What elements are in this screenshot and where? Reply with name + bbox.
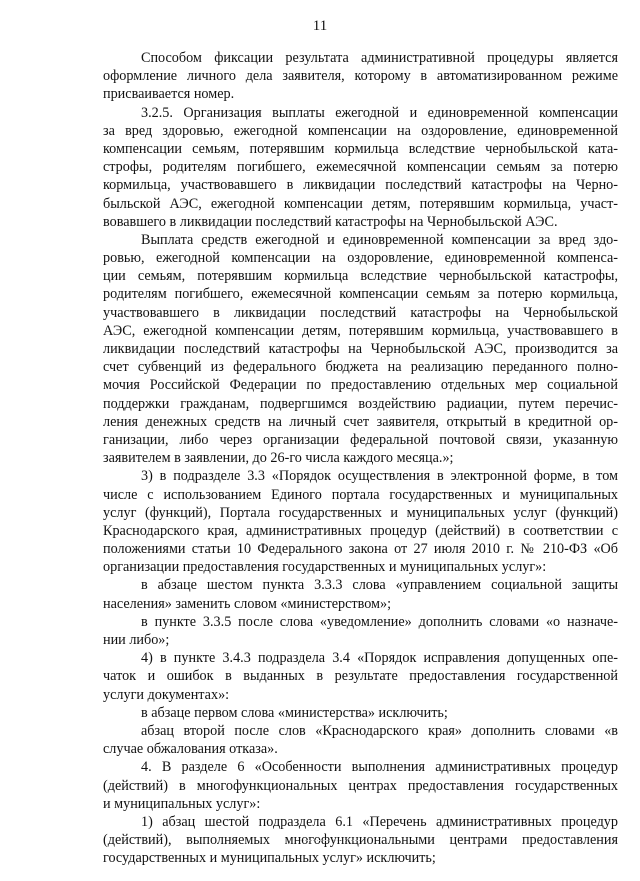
text-line: в абзаце первом слова «министерства» исключить; <box>141 704 448 721</box>
text-line: ровью, ежегодной компенсации на оздоровление, единовременной компенса- <box>103 250 618 267</box>
text-line: организации предоставления государственных и муниципальных услуг»: <box>103 559 547 576</box>
text-line: и муниципальных услуг»: <box>103 795 261 812</box>
text-line: ганизации, либо через организации федеральной почтовой связи, указанную <box>103 431 618 448</box>
text-line: компенсации семьям, потерявшим кормильца вследствие чернобыльской ката- <box>103 140 618 157</box>
text-line: вовавшего в ликвидации последствий катастрофы на Чернобыльской АЭС. <box>103 213 558 230</box>
text-line: в абзаце шестом пункта 3.3.3 слова «управлением социальной защиты <box>141 577 618 594</box>
text-line: 1) абзац шестой подраздела 6.1 «Перечень административных процедур <box>141 813 618 830</box>
text-line: участвовавшего в ликвидации последствий катастрофы на Чернобыльской <box>103 304 618 321</box>
text-line: абзац второй после слов «Краснодарского края» дополнить словами «в <box>141 722 618 739</box>
text-line: ции семьям, потерявшим кормильца вследствие чернобыльской катастрофы, <box>103 268 618 285</box>
text-line: нии либо»; <box>103 632 170 648</box>
text-line: Краснодарского края, административных процедур (действий) в соответствии с <box>103 522 618 539</box>
page-number: 11 <box>312 18 328 34</box>
text-line: ликвидации последствий катастрофы на Чернобыльской АЭС, производится за <box>103 341 618 357</box>
text-line: Выплата средств ежегодной и единовременной компенсации за вред здо- <box>141 231 618 248</box>
text-line: строфы, родителям погибшего, ежемесячной компенсации семьям за потерю <box>103 159 618 176</box>
text-line: населения» заменить словом «министерством»; <box>103 595 392 612</box>
text-line: государственных и муниципальных услуг» исключить; <box>103 850 436 867</box>
text-line: 4. В разделе 6 «Особенности выполнения административных процедур <box>141 759 618 776</box>
text-line: услуг (функций), Портала государственных и муниципальных услуг (функций) <box>103 504 618 521</box>
text-line: 3) в подразделе 3.3 «Порядок осуществления в электронной форме, в том <box>141 468 618 485</box>
text-line: положениями статьи 10 Федерального закона от 27 июля 2010 г. № 210-ФЗ «Об <box>103 541 618 558</box>
text-line: мочия Российской Федерации по предоставлению отдельных мер социальной <box>103 377 618 394</box>
text-line: присваивается номер. <box>103 86 235 103</box>
text-line: быльской АЭС, ежегодной компенсации детям, потерявшим кормильца, участ- <box>103 195 618 212</box>
text-line: (действий) в многофункциональных центрах предоставления государственных <box>103 777 618 794</box>
text-line: оформление личного дела заявителя, которому в автоматизированном режиме <box>103 68 618 85</box>
text-line: поддержки гражданам, подвергшимся воздействию радиации, путем перечис- <box>103 395 618 412</box>
text-line: (действий), выполняемых многофункциональными центрами предоставления <box>103 832 618 849</box>
text-line: услуги документах»: <box>103 686 230 703</box>
text-line: 4) в пункте 3.4.3 подраздела 3.4 «Порядок исправления допущенных опе- <box>141 650 618 667</box>
text-line: в пункте 3.3.5 после слова «уведомление» дополнить словами «о назначе- <box>141 613 618 630</box>
text-line: родителям погибшего, ежемесячной компенсации семьям за потерю кормильца, <box>103 286 618 303</box>
text-line: Способом фиксации результата административной процедуры является <box>141 50 618 66</box>
scan-artifact <box>300 840 360 844</box>
text-line: заявителем в заявлении, до 26-го числа каждого месяца.»; <box>103 450 454 467</box>
text-line: числе с использованием Единого портала государственных и муниципальных <box>103 486 618 503</box>
text-line: случае обжалования отказа». <box>103 741 278 758</box>
text-line: АЭС, ежегодной компенсации детям, потерявшим кормильца, участвовавшего в <box>103 322 618 339</box>
text-line: счет субвенций из федерального бюджета на реализацию переданного полно- <box>103 359 618 376</box>
text-line: 3.2.5. Организация выплаты ежегодной и единовременной компенсации <box>141 104 618 121</box>
text-line: ления денежных средств на личный счет заявителя, открытый в кредитной ор- <box>103 413 618 430</box>
text-line: кормильца, участвовавшего в ликвидации последствий катастрофы на Черно- <box>103 177 618 194</box>
text-line: за вред здоровью, ежегодной компенсации на оздоровление, единовременной <box>103 122 618 139</box>
text-line: чаток и ошибок в выданных в результате предоставления государственной <box>103 668 618 685</box>
document-body <box>103 49 618 867</box>
